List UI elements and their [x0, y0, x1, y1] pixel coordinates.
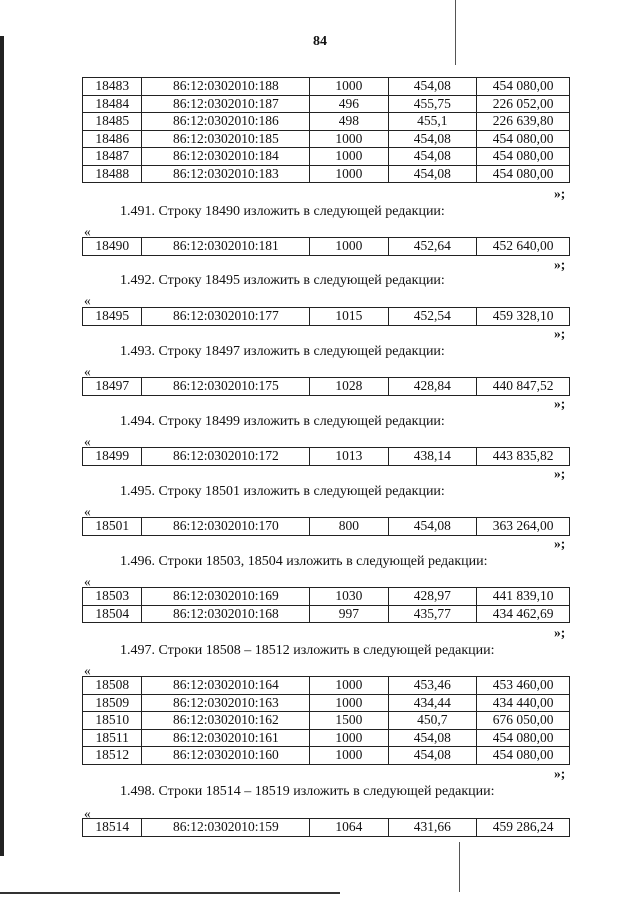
closing-quote: »;	[554, 186, 566, 201]
cell-value: 459 328,10	[477, 308, 570, 326]
cell-number: 18495	[83, 308, 142, 326]
amendment-heading: 1.498. Строки 18514 – 18519 изложить в следующей редакции:	[120, 784, 495, 799]
amendment-table	[82, 307, 570, 326]
amendment-heading: 1.495. Строку 18501 изложить в следующей редакции:	[120, 484, 445, 499]
closing-quote: »;	[554, 257, 566, 272]
cell-area: 498	[310, 113, 388, 131]
cell-rate: 455,75	[388, 95, 477, 113]
table-row	[83, 448, 570, 466]
opening-quote: «	[84, 806, 91, 821]
amendment-heading: 1.497. Строки 18508 – 18512 изложить в следующей редакции:	[120, 643, 495, 658]
amendment-table	[82, 447, 570, 466]
opening-quote: «	[84, 224, 91, 239]
cell-area: 1000	[310, 677, 388, 695]
cell-cadastral-number: 86:12:0302010:162	[142, 712, 310, 730]
opening-quote: «	[84, 663, 91, 678]
cell-area: 800	[310, 518, 388, 536]
cell-cadastral-number: 86:12:0302010:184	[142, 148, 310, 166]
cell-number: 18514	[83, 819, 142, 837]
cell-number: 18485	[83, 113, 142, 131]
amendment-table	[82, 818, 570, 837]
cell-area: 1030	[310, 588, 388, 606]
cell-cadastral-number: 86:12:0302010:164	[142, 677, 310, 695]
cell-number: 18510	[83, 712, 142, 730]
cell-cadastral-number: 86:12:0302010:170	[142, 518, 310, 536]
cell-rate: 454,08	[388, 78, 477, 96]
cell-cadastral-number: 86:12:0302010:186	[142, 113, 310, 131]
cell-number: 18488	[83, 165, 142, 183]
closing-quote: »;	[554, 766, 566, 781]
cell-value: 459 286,24	[477, 819, 570, 837]
cell-value: 434 440,00	[477, 694, 570, 712]
cell-area: 1000	[310, 78, 388, 96]
cell-number: 18511	[83, 729, 142, 747]
table-row	[83, 113, 570, 131]
amendment-table	[82, 377, 570, 396]
table-row	[83, 729, 570, 747]
table-row	[83, 238, 570, 256]
cell-cadastral-number: 86:12:0302010:185	[142, 130, 310, 148]
cell-area: 1064	[310, 819, 388, 837]
cell-cadastral-number: 86:12:0302010:187	[142, 95, 310, 113]
closing-quote: »;	[554, 396, 566, 411]
amendment-table	[82, 676, 570, 765]
cell-rate: 435,77	[388, 605, 477, 623]
cell-value: 454 080,00	[477, 165, 570, 183]
page-number: 84	[313, 34, 327, 49]
cell-area: 1500	[310, 712, 388, 730]
cell-value: 440 847,52	[477, 378, 570, 396]
cell-rate: 454,08	[388, 729, 477, 747]
amendment-heading: 1.491. Строку 18490 изложить в следующей редакции:	[120, 204, 445, 219]
table-row	[83, 165, 570, 183]
cell-value: 453 460,00	[477, 677, 570, 695]
cell-number: 18490	[83, 238, 142, 256]
land-table	[82, 77, 570, 183]
table-row	[83, 308, 570, 326]
cell-cadastral-number: 86:12:0302010:172	[142, 448, 310, 466]
cell-rate: 428,97	[388, 588, 477, 606]
table-row	[83, 588, 570, 606]
cell-cadastral-number: 86:12:0302010:175	[142, 378, 310, 396]
cell-number: 18483	[83, 78, 142, 96]
cell-number: 18501	[83, 518, 142, 536]
cell-area: 1000	[310, 747, 388, 765]
cell-value: 452 640,00	[477, 238, 570, 256]
cell-area: 1000	[310, 694, 388, 712]
cell-rate: 454,08	[388, 747, 477, 765]
amendment-heading: 1.494. Строку 18499 изложить в следующей редакции:	[120, 414, 445, 429]
cell-cadastral-number: 86:12:0302010:168	[142, 605, 310, 623]
scan-bottom-edge	[0, 892, 340, 894]
cell-rate: 454,08	[388, 165, 477, 183]
cell-area: 1000	[310, 130, 388, 148]
cell-value: 454 080,00	[477, 78, 570, 96]
cell-area: 1000	[310, 165, 388, 183]
cell-cadastral-number: 86:12:0302010:183	[142, 165, 310, 183]
cell-number: 18497	[83, 378, 142, 396]
cell-rate: 453,46	[388, 677, 477, 695]
cell-number: 18487	[83, 148, 142, 166]
scan-left-edge	[0, 36, 4, 856]
cell-value: 454 080,00	[477, 729, 570, 747]
cell-number: 18508	[83, 677, 142, 695]
cell-cadastral-number: 86:12:0302010:169	[142, 588, 310, 606]
cell-cadastral-number: 86:12:0302010:163	[142, 694, 310, 712]
table-row	[83, 819, 570, 837]
cell-rate: 452,64	[388, 238, 477, 256]
closing-quote: »;	[554, 536, 566, 551]
cell-cadastral-number: 86:12:0302010:159	[142, 819, 310, 837]
table-row	[83, 677, 570, 695]
cell-rate: 454,08	[388, 148, 477, 166]
table-row	[83, 694, 570, 712]
cell-rate: 438,14	[388, 448, 477, 466]
cell-value: 434 462,69	[477, 605, 570, 623]
cell-area: 1013	[310, 448, 388, 466]
cell-rate: 450,7	[388, 712, 477, 730]
opening-quote: «	[84, 364, 91, 379]
opening-quote: «	[84, 434, 91, 449]
cell-number: 18509	[83, 694, 142, 712]
amendment-heading: 1.492. Строку 18495 изложить в следующей редакции:	[120, 273, 445, 288]
closing-quote: »;	[554, 625, 566, 640]
cell-rate: 431,66	[388, 819, 477, 837]
cell-area: 997	[310, 605, 388, 623]
cell-value: 441 839,10	[477, 588, 570, 606]
cell-area: 1000	[310, 729, 388, 747]
table-row	[83, 747, 570, 765]
opening-quote: «	[84, 293, 91, 308]
table-row	[83, 518, 570, 536]
cell-value: 226 052,00	[477, 95, 570, 113]
amendment-heading: 1.493. Строку 18497 изложить в следующей редакции:	[120, 344, 445, 359]
cell-cadastral-number: 86:12:0302010:160	[142, 747, 310, 765]
cell-value: 454 080,00	[477, 747, 570, 765]
table-row	[83, 95, 570, 113]
table-row	[83, 605, 570, 623]
amendment-heading: 1.496. Строки 18503, 18504 изложить в следующей редакции:	[120, 554, 488, 569]
amendment-table	[82, 587, 570, 623]
amendment-table	[82, 237, 570, 256]
cell-rate: 455,1	[388, 113, 477, 131]
cell-number: 18484	[83, 95, 142, 113]
cell-area: 1000	[310, 238, 388, 256]
cell-value: 226 639,80	[477, 113, 570, 131]
cell-value: 676 050,00	[477, 712, 570, 730]
cell-rate: 434,44	[388, 694, 477, 712]
cell-cadastral-number: 86:12:0302010:161	[142, 729, 310, 747]
scan-binding-line	[459, 842, 460, 892]
cell-rate: 452,54	[388, 308, 477, 326]
cell-number: 18486	[83, 130, 142, 148]
cell-cadastral-number: 86:12:0302010:181	[142, 238, 310, 256]
cell-area: 1028	[310, 378, 388, 396]
table-row	[83, 130, 570, 148]
cell-area: 1000	[310, 148, 388, 166]
opening-quote: «	[84, 504, 91, 519]
cell-number: 18499	[83, 448, 142, 466]
cell-rate: 428,84	[388, 378, 477, 396]
cell-rate: 454,08	[388, 518, 477, 536]
cell-number: 18504	[83, 605, 142, 623]
cell-rate: 454,08	[388, 130, 477, 148]
cell-number: 18503	[83, 588, 142, 606]
closing-quote: »;	[554, 326, 566, 341]
cell-area: 1015	[310, 308, 388, 326]
table-row	[83, 148, 570, 166]
cell-value: 443 835,82	[477, 448, 570, 466]
table-row	[83, 712, 570, 730]
table-row	[83, 378, 570, 396]
closing-quote: »;	[554, 466, 566, 481]
cell-number: 18512	[83, 747, 142, 765]
cell-area: 496	[310, 95, 388, 113]
cell-cadastral-number: 86:12:0302010:177	[142, 308, 310, 326]
cell-value: 454 080,00	[477, 130, 570, 148]
amendment-table	[82, 517, 570, 536]
opening-quote: «	[84, 574, 91, 589]
cell-cadastral-number: 86:12:0302010:188	[142, 78, 310, 96]
cell-value: 363 264,00	[477, 518, 570, 536]
table-row	[83, 78, 570, 96]
scan-binding-line	[455, 0, 456, 65]
cell-value: 454 080,00	[477, 148, 570, 166]
